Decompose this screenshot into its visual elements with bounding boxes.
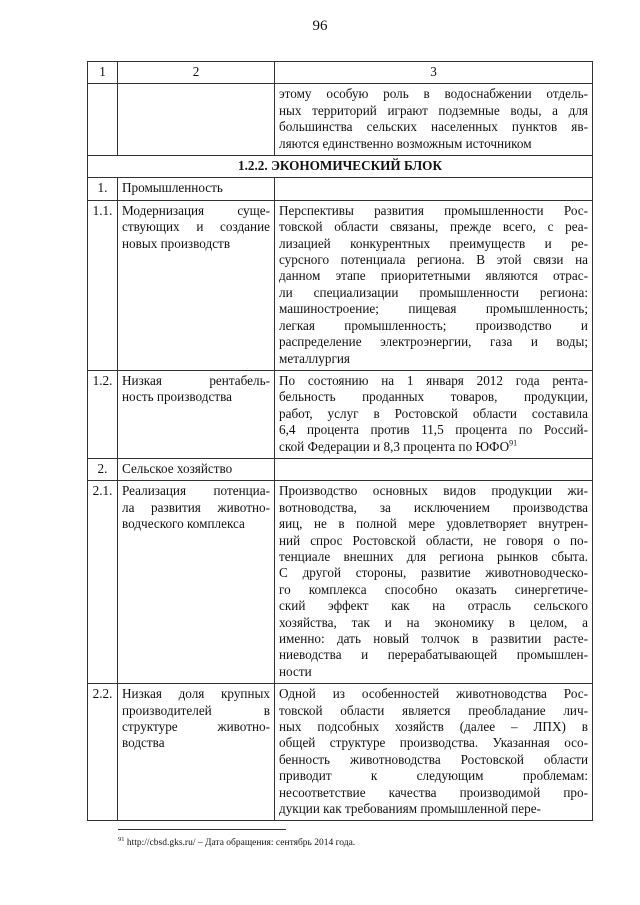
text-line: ность производства: [122, 389, 233, 405]
text-line: именно: дать новый толчок в развитии расте-: [279, 631, 588, 646]
table-header-row: [88, 62, 593, 84]
footnote: [118, 837, 355, 849]
row-title: [118, 684, 275, 821]
row-number: 1.2.: [88, 370, 118, 458]
text-line: общей структуре производства. Указанная осо-: [279, 735, 588, 751]
header-cell-2: 2: [118, 62, 275, 84]
text-line: С другой стороны, развитие животноводческо-: [279, 565, 588, 581]
text-line: водческого комплекса: [122, 516, 245, 532]
row-description: [275, 684, 593, 821]
continuation-text-cell: [275, 84, 593, 156]
text-line: хозяйства, так и на экономику в целом, а: [279, 614, 588, 630]
text-line: структуре животно-: [122, 719, 270, 735]
table-row: [88, 178, 593, 200]
footnote-text: http://cbsd.gks.ru/ – Дата обращения: сентябрь 2014 года.: [126, 838, 356, 848]
text-line: бельность проданных товаров, продукции,: [279, 389, 588, 405]
footnote-separator: [118, 829, 286, 830]
text-line: ности: [279, 663, 312, 679]
row-title: [118, 200, 275, 370]
row-description: [275, 458, 593, 480]
text-line: ский эффект как на отрасль сельского: [279, 598, 588, 614]
text-line: ствующих и создание: [122, 219, 270, 235]
text-line: Одной из особенностей животноводства Рос-: [279, 686, 588, 702]
text-line: Реализация потенциа-: [122, 483, 270, 499]
text-line: сурсного потенциала региона. В этой связи на: [279, 252, 588, 268]
text-line: приводит к следующим проблемам:: [279, 768, 588, 784]
table-row: [88, 200, 593, 370]
section-title: 1.2.2. ЭКОНОМИЧЕСКИЙ БЛОК: [88, 156, 593, 178]
text-line: данном этапе приоритетными являются отрас-: [279, 268, 588, 284]
text-line: Сельское хозяйство: [122, 460, 233, 476]
table-row: [88, 684, 593, 821]
text-line: Модернизация суще-: [122, 202, 270, 218]
document-table: [87, 61, 593, 821]
text-line: производителей в: [122, 702, 270, 718]
text-line: Перспективы развития промышленности Рос-: [279, 202, 588, 218]
text-line: По состоянию на 1 января 2012 года рента-: [279, 372, 588, 388]
header-cell-3: 3: [275, 62, 593, 84]
continuation-row: [88, 84, 593, 156]
text-line: товской области связаны, прежде всего, с реа-: [279, 219, 588, 235]
text-line: вотноводства, за исключением производства: [279, 499, 588, 515]
text-line: ской Федерации и 8,3 процента по ЮФО$^{91}$: [279, 438, 518, 454]
text-line: ний спрос Ростовской области, не говоря о по-: [279, 532, 588, 548]
row-number: 2.1.: [88, 481, 118, 684]
text-line: ла развития животно-: [122, 499, 270, 515]
text-line: Промышленность: [122, 180, 223, 196]
row-number: 2.2.: [88, 684, 118, 821]
text-line: ляются единственно возможным источником: [279, 135, 532, 151]
footnote-number: 91: [118, 835, 125, 843]
section-heading-row: [88, 156, 593, 178]
text-line: Производство основных видов продукции жи-: [279, 483, 588, 499]
row-title: [118, 481, 275, 684]
text-line: го комплекса способно оказать синергетиче-: [279, 581, 588, 597]
table-row: [88, 458, 593, 480]
text-line: легкая промышленность; производство и: [279, 317, 588, 333]
text-line: яиц, не в полной мере удовлетворяет внутрен-: [279, 516, 588, 532]
text-line: дукции как требованиям промышленной пере-: [279, 801, 541, 817]
table-row: [88, 370, 593, 458]
text-line: большинства сельских населенных пунктов яв-: [279, 119, 588, 135]
text-line: бенность животноводства Ростовской области: [279, 751, 588, 767]
text-line: ниеводства и перерабатывающей промышлен-: [279, 647, 588, 663]
row-description: [275, 370, 593, 458]
text-line: товской области является преобладание лич-: [279, 702, 588, 718]
text-line: новых производств: [122, 235, 231, 251]
row-title: [118, 458, 275, 480]
text-line: металлургия: [279, 350, 350, 366]
footnote-reference: 91: [509, 438, 518, 448]
text-line: лизацией конкурентных преимуществ и ре-: [279, 235, 588, 251]
text-line: Низкая доля крупных: [122, 686, 270, 702]
row-number: 1.1.: [88, 200, 118, 370]
page-number: 96: [312, 18, 328, 34]
continuation-num-cell: [88, 84, 118, 156]
text-line: машиностроение; пищевая промышленность;: [279, 301, 588, 317]
continuation-title-cell: [118, 84, 275, 156]
text-line: Низкая рентабель-: [122, 372, 270, 388]
text-line: распределение электроэнергии, газа и воды;: [279, 334, 588, 350]
row-description: [275, 200, 593, 370]
text-line: этому особую роль в водоснабжении отдель-: [279, 86, 588, 102]
text-line: работ, услуг в Ростовской области составила: [279, 405, 588, 421]
text-line: ных территорий играют подземные воды, а для: [279, 102, 588, 118]
row-title: [118, 370, 275, 458]
text-line: водства: [122, 735, 165, 751]
text-line: ли специализации промышленности региона:: [279, 284, 588, 300]
text-line: несоответствие качества производимой про-: [279, 784, 588, 800]
text-line: ных подсобных хозяйств (далее – ЛПХ) в: [279, 719, 588, 735]
text-line: тенциале внешних для региона рынков сбыта.: [279, 548, 588, 564]
row-title: [118, 178, 275, 200]
row-description: [275, 178, 593, 200]
row-number: 2.: [88, 458, 118, 480]
table-row: [88, 481, 593, 684]
header-cell-1: 1: [88, 62, 118, 84]
text-line: 6,4 процента против 11,5 процента по Россий-: [279, 422, 588, 438]
row-description: [275, 481, 593, 684]
row-number: 1.: [88, 178, 118, 200]
